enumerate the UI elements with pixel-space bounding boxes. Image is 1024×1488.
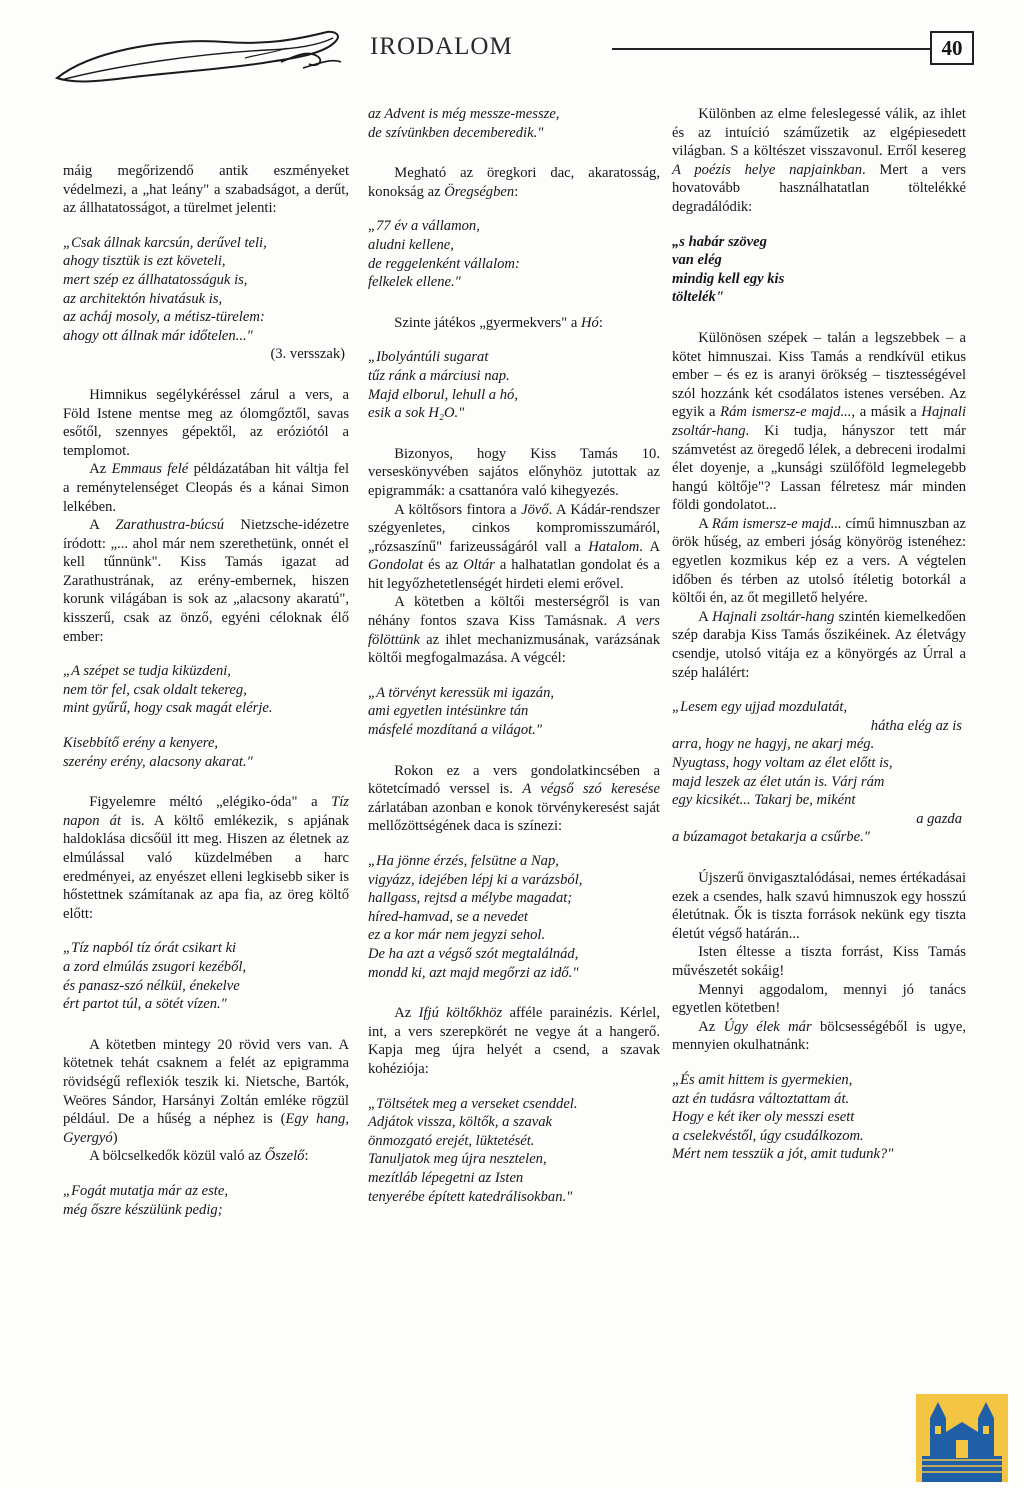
poem-line: Hogy e két iker oly messzi esett xyxy=(672,1109,855,1126)
poem-line: az architektón hivatásuk is, xyxy=(63,290,223,307)
paragraph: A Zarathustra-búcsú Nietzsche-idézetre íródott: „... ahol már nem szerethetünk, onnét el kell tűnnünk". Kiss Tamás igazat ad Zarathustrának, az erény-embernek, hiszen korunk világában is sok az „alacsony akaratú", kisszerű, csak az önző, egyéni céloknak élő ember: xyxy=(63,517,349,645)
paragraph: Az Emmaus felé példázatában hit váltja fel a reménytelenséget Cleopás és a kánai Simon lelkében. xyxy=(63,461,350,515)
poem-line: az acháj mosoly, a métisz-türelem: xyxy=(63,309,265,326)
poem-line: majd leszek az élet után is. Várj rám xyxy=(672,773,885,790)
poem-line: ért partot túl, a sötét vízen." xyxy=(63,996,227,1013)
header-rule xyxy=(612,48,930,50)
poem-line: tenyerébe épített katedrálisokban." xyxy=(368,1188,573,1205)
poem-line: még őszre készülünk pedig; xyxy=(63,1201,223,1218)
poem-line: mint gyűrű, hogy csak magát elérje. xyxy=(63,700,273,717)
poem-line: „77 év a vállamon, xyxy=(368,218,480,235)
paragraph: Rokon ez a vers gondolatkincsében a kötetcímadó verssel is. A végső szó keresése zárlatában azonban e konok törvénykeresést saját mellőzöttségének daca is színezi: xyxy=(368,762,660,835)
paragraph: Újszerű önvigasztalódásai, nemes értékadásai ezek a csendes, halk szavú himnuszok egy hosszú életútnak. Ők is tiszta források nekünk egy tiszta életút végső határán... xyxy=(672,869,966,942)
poem-line: Nyugtass, hogy voltam az élet előtt is, xyxy=(672,755,893,771)
paragraph: Az Úgy élek már bölcsességéből is ugye, mennyien okulhatnánk: xyxy=(672,1018,966,1054)
poem-line: mindig kell egy kis xyxy=(672,270,785,287)
poem-line: „Fogát mutatja már az este, xyxy=(63,1182,228,1199)
poem-line: De ha azt a végső szót megtalálnád, xyxy=(368,945,579,962)
paragraph: Különben az elme feleslegessé válik, az ihlet és az intuíció száműzetik az elgépiesedett világban. S a költészet visszavonul. Erről kesereg A poézis helye napjainkban. Mert a vers hovatovább használhatatlan töltelékké degradálódik: xyxy=(672,106,966,215)
poem-line: nem tör fel, csak oldalt tekereg, xyxy=(63,681,247,698)
page-header xyxy=(0,0,1024,110)
poem-line: „Tíz napból tíz órát csikart ki xyxy=(63,940,237,957)
poem-quote xyxy=(368,105,660,142)
poem-line: híred-hamvad, se a nevedet xyxy=(368,908,528,925)
poem-quote xyxy=(63,1182,349,1219)
poem-line: „A szépet se tudja kiküzdeni, xyxy=(63,663,231,680)
poem-line: mondd ki, azt majd megőrzi az idő." xyxy=(368,964,579,981)
poem-quote xyxy=(672,698,966,847)
poem-line: van elég xyxy=(672,252,722,269)
poem-quote xyxy=(63,734,349,771)
paragraph: A költősors fintora a Jövő. A Kádár-rendszer szégyenletes, cinkos kompromisszumáról, „rózsaszínű" farizeusságáról vall a Hatalom. A Gondolat és az Oltár a halhatatlan gondolat és a hit legyőzhetetlenségét hirdeti elemi erővel. xyxy=(368,501,661,592)
poem-line: az Advent is még messze-messze, xyxy=(368,106,560,122)
column-middle xyxy=(368,105,660,1206)
poem-line: ahogy tisztük is ezt követeli, xyxy=(63,253,226,270)
poem-line: másfelé mozdítaná a világot." xyxy=(368,722,542,739)
poem-line: önmozgató erejét, lüktetését. xyxy=(368,1132,535,1149)
poem-line: a zord elmúlás zsugori kezéből, xyxy=(63,958,247,975)
poem-quote xyxy=(63,939,349,1013)
poem-line: arra, hogy ne hagyj, ne akarj még. xyxy=(672,736,875,753)
poem-line: „Lesem egy ujjad mozdulatát, xyxy=(672,699,848,716)
poem-line: szerény erény, alacsony akarat." xyxy=(63,753,253,770)
paragraph: A Rám ismersz-e majd... című himnuszban az örök hűség, az emberi jóság könyörög istenéhez: egyetlen kozmikus kép ez a vers. A végtelen időben és térben az utolsó ítéletig botorkál a költői én, az őt megillető helyére. xyxy=(672,515,966,607)
poem-line: a cselekvéstől, úgy csudálkozom. xyxy=(672,1127,864,1144)
poem-line: „Ha jönne érzés, felsütne a Nap, xyxy=(368,853,559,869)
poem-line: Tanuljatok meg újra nesztelen, xyxy=(368,1151,547,1168)
paragraph: A kötetben a költői mesterségről is van néhány fontos szava Kiss Tamásnak. A vers fölöttünk az ihlet mechanizmusának, varázsának költői megfogalmazása. A végcél: xyxy=(368,594,660,667)
paragraph: Isten éltesse a tiszta forrást, Kiss Tamás művészetét sokáig! xyxy=(672,944,966,979)
paragraph: máig megőrizendő antik eszményeket védelmezi, a „hat leány" a szabadságot, a derűt, az állhatatosságot, a türelmet jelenti: xyxy=(63,163,349,217)
poem-line: „Ibolyántúli sugarat xyxy=(368,349,489,366)
poem-line: ami egyetlen intésünkre tán xyxy=(368,703,529,720)
poem-line: felkelek ellene." xyxy=(368,274,461,291)
poem-line: tűz ránk a márciusi nap. xyxy=(368,367,510,384)
paragraph: Mennyi aggodalom, mennyi jó tanács egyetlen kötetben! xyxy=(672,981,966,1017)
paragraph: Megható az öregkori dac, akaratosság, konokság az Öregségben: xyxy=(368,165,660,200)
poem-line: ahogy ott állnak már időtelen..." xyxy=(63,327,253,344)
paragraph: Különösen szépek – talán a legszebbek – a kötet himnuszai. Kiss Tamás a rendkívül etikus ember – és ez is aranyi örökség – tisztességével szól hozzánk két csodálatos istenes versében. Az egyik a Rám ismersz-e majd..., a másik a Hajnali zsoltár-hang. Ki tudja, hányszor tett már számvetést az öregedő lélek, a debreceni irodalmi élet doyenje, a „kunsági szülőföld legmelegebb hangú költője"? Lassan félretesz már minden földi gondolatot... xyxy=(672,329,966,514)
poem-line: Majd elborul, lehull a hó, xyxy=(368,386,518,403)
poem-line: aludni kellene, xyxy=(368,236,454,253)
paragraph: Az Ifjú költőkhöz afféle parainézis. Kérlel, int, a vers szerepkörét ne vegye át a hangerő. Kapja meg újra helyét a csend, a szavak kohéziója: xyxy=(368,1005,660,1077)
poem-line: esik a sok H₂O." xyxy=(368,405,465,422)
verse-note: (3. versszak) xyxy=(270,346,345,363)
poem-line: és panasz-szó nélkül, énekelve xyxy=(63,977,240,994)
church-emblem-icon xyxy=(916,1394,1008,1482)
poem-quote xyxy=(368,348,660,422)
poem-quote xyxy=(368,852,660,982)
paragraph: Bizonyos, hogy Kiss Tamás 10. verseskönyvében sajátos előnyhöz jutottak az epigrammák: a csattanóra való kihegyezés. xyxy=(368,445,660,499)
poem-line: „Töltsétek meg a verseket csenddel. xyxy=(368,1095,578,1112)
paragraph: A bölcselkedők közül való az Őszelő: xyxy=(89,1148,309,1165)
poem-line: vigyázz, idejében lépj ki a varázsból, xyxy=(368,871,583,888)
poem-line: Mért nem tesszük a jót, amit tudunk?" xyxy=(672,1146,894,1163)
poem-line: ez a kor már nem jegyzi sehol. xyxy=(368,927,546,944)
paragraph: A kötetben mintegy 20 rövid vers van. A kötetnek tehát csaknem a felét az epigramma rövidségű reflexiók teszik ki. Nietsche, Bartók, Weöres Sándor, Harsányi Zoltán emléke rögzül például. De a hűség a néphez is (Egy hang, Gyergyó) xyxy=(63,1036,349,1146)
poem-line: azt én tudásra változtattam át. xyxy=(672,1090,850,1107)
poem-quote xyxy=(672,233,966,307)
pen-swirl-icon xyxy=(55,28,355,92)
poem-quote xyxy=(63,662,349,718)
poem-line: a búzamagot betakarja a csűrbe." xyxy=(672,829,870,846)
poem-line: Kisebbítő erény a kenyere, xyxy=(63,735,219,752)
poem-quote xyxy=(368,1095,660,1207)
poem-quote xyxy=(63,234,349,346)
poem-quote xyxy=(368,217,660,291)
poem-line: hallgass, rejtsd a mélybe magadat; xyxy=(368,890,573,907)
poem-line: „A törvényt keressük mi igazán, xyxy=(368,684,555,701)
poem-line: Adjátok vissza, költők, a szavak xyxy=(368,1114,553,1131)
page-number: 40 xyxy=(930,31,974,65)
paragraph: A Hajnali zsoltár-hang szintén kiemelkedően szép darabja Kiss Tamás őszikéinek. Az életvágy csendje, utolsó vitája ez a könyörgés az Úrral a szép halálért: xyxy=(672,608,966,681)
poem-line: töltelék" xyxy=(672,289,724,306)
paragraph: Figyelemre méltó „elégiko-óda" a Tíz napon át is. A költő emlékezik, s apjának haldoklása dicsőül itt meg. Hiszen az életnek az elmúlással való küzdelmében a harc eredményei, az enyészet elleni legkisebb siker is hőstettnek számítanak az apa fia, az öreg költő előtt: xyxy=(63,794,350,922)
column-left xyxy=(63,162,349,1219)
poem-line: de szívünkben decemberedik." xyxy=(368,124,544,141)
paragraph: Szinte játékos „gyermekvers" a Hó: xyxy=(394,314,603,331)
poem-line: egy kicsikét... Takarj be, miként xyxy=(672,792,856,809)
poem-line: a gazda xyxy=(916,810,962,827)
poem-line: „Csak állnak karcsún, derűvel teli, xyxy=(63,234,267,251)
poem-line: mert szép ez állhatatosságuk is, xyxy=(63,271,248,288)
poem-line: „És amit hittem is gyermekien, xyxy=(672,1071,853,1088)
poem-line: „s habár szöveg xyxy=(672,233,767,250)
poem-quote xyxy=(368,684,660,740)
section-title: IRODALOM xyxy=(370,33,513,60)
poem-line: hátha elég az is xyxy=(870,717,962,734)
poem-line: mezítláb lépegetni az Isten xyxy=(368,1169,524,1186)
column-right xyxy=(672,105,966,1164)
poem-line: de reggelenként vállalom: xyxy=(368,255,520,272)
paragraph: Himnikus segélykéréssel zárul a vers, a Föld Istene mentse meg az ólomgőztől, savas esőtől, szennyes gépektől, az eróziótól a templomot. xyxy=(63,386,349,459)
poem-quote xyxy=(672,1071,966,1164)
